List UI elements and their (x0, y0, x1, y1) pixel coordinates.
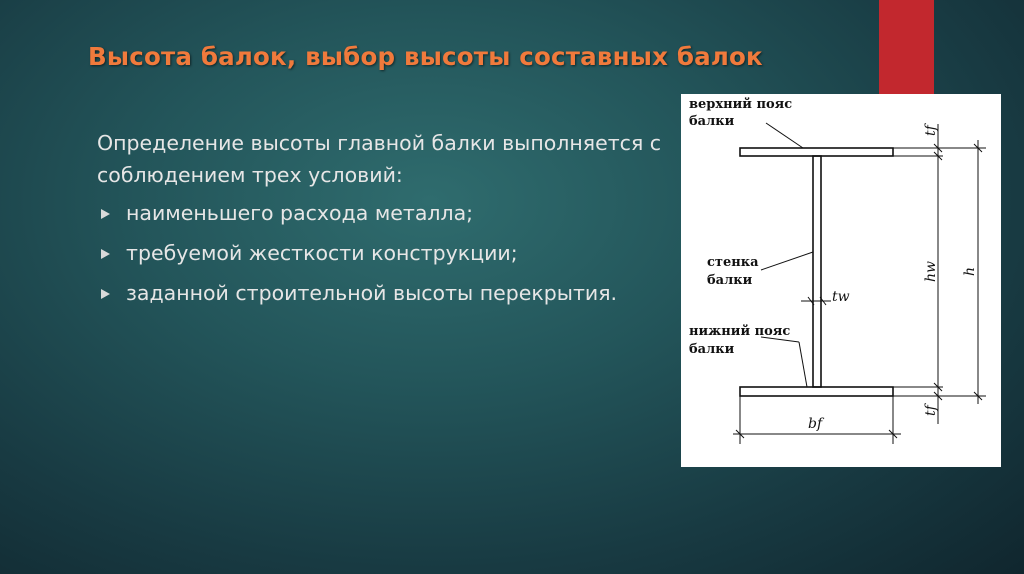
hw-dimension-label: hw (923, 261, 939, 282)
bottom-flange-label-line1: нижний пояс (689, 324, 791, 339)
web-label-line2: балки (707, 273, 753, 288)
bottom-flange-label-line2: балки (689, 342, 735, 357)
tf-top-dimension-label: tf (923, 125, 939, 136)
web-label-line1: стенка (707, 255, 759, 270)
triangle-bullet-icon (101, 249, 110, 259)
bottom-flange (740, 387, 893, 396)
list-item (97, 197, 677, 229)
web (813, 156, 821, 387)
i-beam-diagram (681, 94, 1001, 467)
intro-text: Определение высоты главной балки выполняется с соблюдением трех условий: (97, 131, 662, 187)
list-item-text: наименьшего расхода металла; (126, 201, 474, 225)
bf-dimension-label: bf (808, 416, 823, 432)
accent-bar (879, 0, 934, 96)
top-flange-label-line1: верхний пояс (689, 97, 793, 112)
conditions-list (97, 197, 677, 317)
triangle-bullet-icon (101, 289, 110, 299)
tw-dimension-label: tw (832, 289, 850, 305)
tf-bottom-dimension-label: tf (923, 405, 939, 416)
triangle-bullet-icon (101, 209, 110, 219)
top-flange (740, 148, 893, 156)
list-item (97, 277, 677, 309)
top-flange-label-line2: балки (689, 114, 735, 129)
list-item-text: требуемой жесткости конструкции; (126, 241, 518, 265)
list-item (97, 237, 677, 269)
list-item-text: заданной строительной высоты перекрытия. (126, 281, 618, 305)
h-dimension-label: h (962, 266, 978, 276)
slide-title: Высота балок, выбор высоты составных балок (88, 42, 763, 71)
